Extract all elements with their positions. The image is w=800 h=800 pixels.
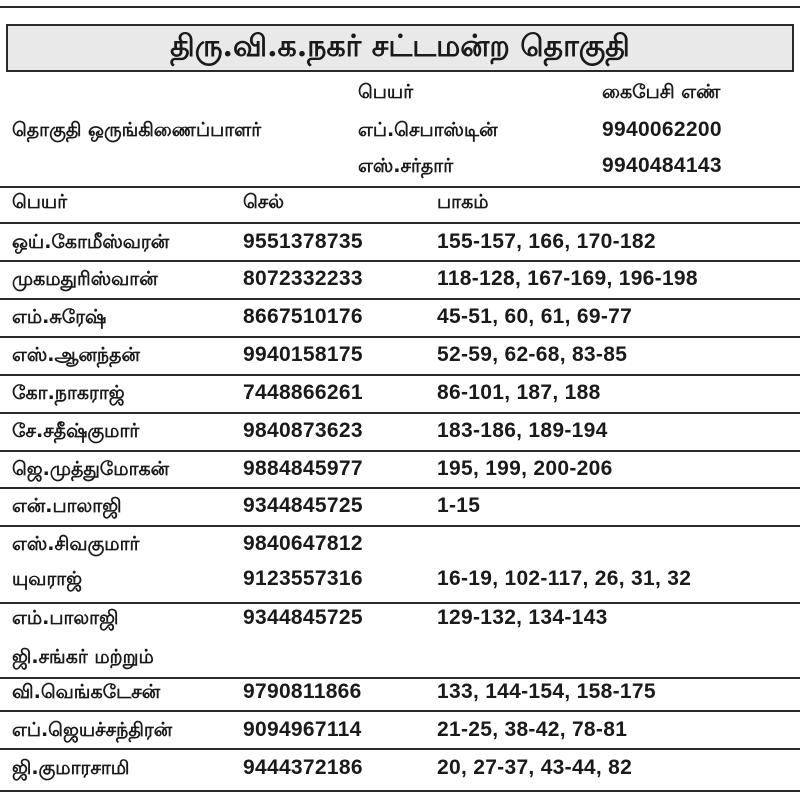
row-booths: 195, 199, 200-206	[437, 457, 613, 480]
row-name: எம்.பாலாஜி	[12, 607, 119, 629]
row-name: ஒய்.கோமீஸ்வரன்	[12, 231, 170, 253]
row-cell: 9884845977	[243, 457, 363, 480]
row-name: யுவராஜ்	[12, 568, 83, 590]
row-booths: 86-101, 187, 188	[437, 381, 601, 404]
row-name: முகமதுரிஸ்வான்	[12, 268, 158, 290]
row-divider	[0, 487, 800, 489]
row-booths: 52-59, 62-68, 83-85	[437, 343, 628, 366]
row-booths: 1-15	[437, 494, 481, 517]
row-name: எஸ்.ஆனந்தன்	[12, 344, 140, 366]
row-divider	[0, 602, 800, 604]
row-booths: 133, 144-154, 158-175	[437, 680, 656, 703]
row-divider	[0, 677, 800, 679]
row-cell: 7448866261	[243, 381, 363, 404]
coordinator-phone: 9940484143	[602, 154, 722, 177]
coordinator-name: எஸ்.சர்தார்	[358, 155, 454, 177]
row-name: ஜெ.முத்துமோகன்	[12, 458, 170, 480]
row-booths: 20, 27-37, 43-44, 82	[437, 756, 633, 779]
row-name: சே.சதீஷ்குமார்	[12, 420, 140, 442]
row-name: கோ.நாகராஜ்	[12, 382, 125, 404]
row-divider	[0, 298, 800, 300]
row-booths: 183-186, 189-194	[437, 419, 608, 442]
row-booths: 155-157, 166, 170-182	[437, 230, 656, 253]
row-cell: 9551378735	[243, 230, 363, 253]
row-cell: 8072332233	[243, 267, 363, 290]
coordinator-phone: 9940062200	[602, 118, 722, 141]
row-divider	[0, 710, 800, 712]
row-name: என்.பாலாஜி	[12, 495, 122, 517]
row-booths: 118-128, 167-169, 196-198	[437, 267, 698, 290]
row-booths: 129-132, 134-143	[437, 606, 608, 629]
coordinator-name: எப்.செபாஸ்டின்	[358, 119, 498, 141]
column-header-cell: செல்	[243, 191, 285, 213]
bottom-rule	[0, 790, 800, 792]
row-divider	[0, 748, 800, 750]
row-booths: 16-19, 102-117, 26, 31, 32	[437, 567, 692, 590]
row-name: எஸ்.சிவகுமார்	[12, 533, 140, 555]
section-divider	[0, 186, 800, 188]
row-cell: 9344845725	[243, 606, 363, 629]
row-name: எம்.சுரேஷ்	[12, 306, 107, 328]
page-title: திரு.வி.க.நகர் சட்டமன்ற தொகுதி	[6, 24, 794, 72]
row-divider	[0, 525, 800, 527]
row-divider	[0, 336, 800, 338]
row-booths: 45-51, 60, 61, 69-77	[437, 305, 633, 328]
coordinator-mobile-header: கைபேசி எண்	[602, 81, 721, 103]
row-cell: 9790811866	[243, 680, 362, 703]
top-rule	[0, 6, 800, 8]
row-divider	[0, 260, 800, 262]
row-cell: 9840647812	[243, 532, 363, 555]
row-name: வி.வெங்கடேசன்	[12, 681, 161, 703]
row-booths: 21-25, 38-42, 78-81	[437, 718, 628, 741]
header-divider	[0, 222, 800, 224]
row-name: ஜி.சங்கர் மற்றும்	[12, 646, 154, 668]
coordinator-label: தொகுதி ஒருங்கிணைப்பாளர்	[12, 119, 262, 141]
row-cell: 9344845725	[243, 494, 363, 517]
coordinator-name-header: பெயர்	[358, 81, 414, 103]
row-divider	[0, 412, 800, 414]
row-cell: 9094967114	[243, 718, 362, 741]
row-cell: 9444372186	[243, 756, 363, 779]
row-cell: 9123557316	[243, 567, 363, 590]
row-divider	[0, 450, 800, 452]
row-name: ஜி.குமாரசாமி	[12, 757, 130, 779]
column-header-name: பெயர்	[12, 191, 68, 213]
row-cell: 9840873623	[243, 419, 363, 442]
row-name: எப்.ஜெயச்சந்திரன்	[12, 719, 173, 741]
row-cell: 9940158175	[243, 343, 363, 366]
row-divider	[0, 374, 800, 376]
column-header-booths: பாகம்	[437, 191, 489, 213]
row-cell: 8667510176	[243, 305, 363, 328]
